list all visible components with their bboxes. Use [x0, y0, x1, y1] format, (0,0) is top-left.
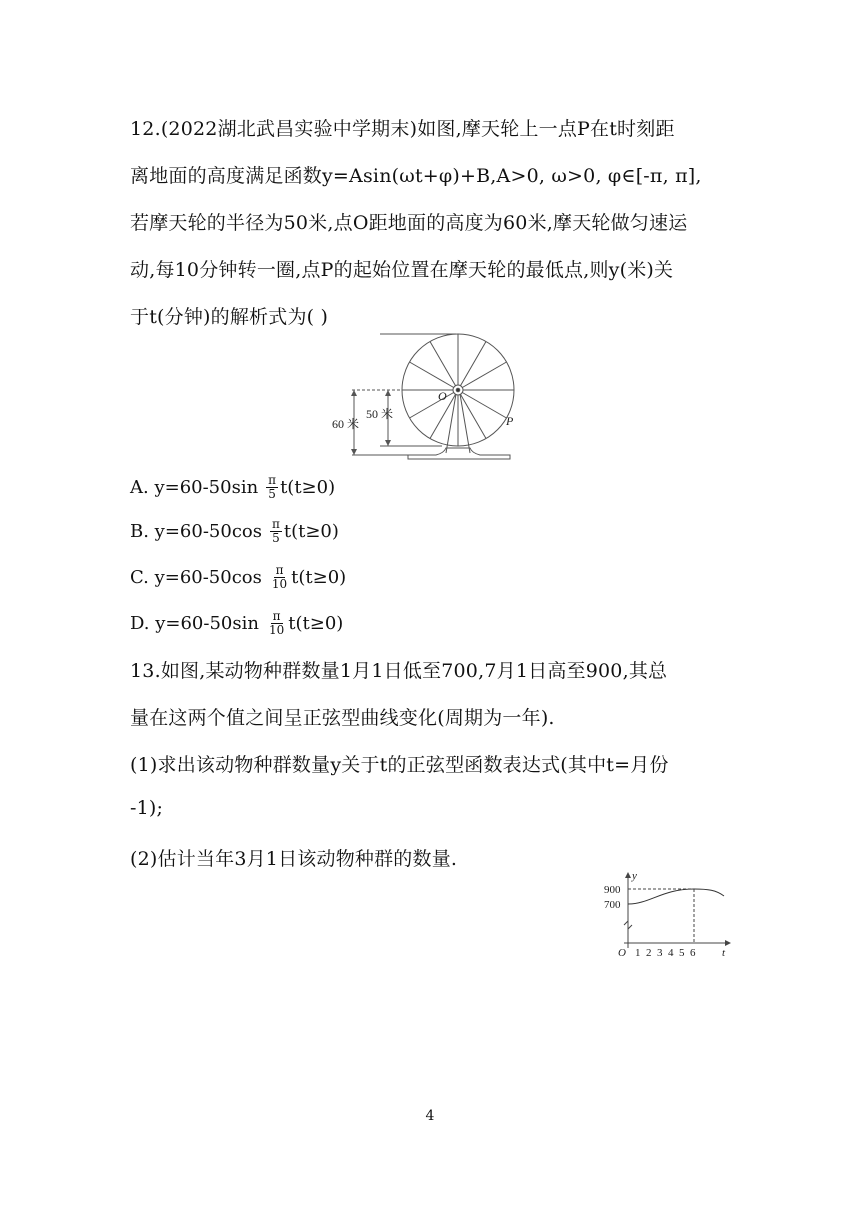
x-tick-5: 5 [679, 947, 685, 959]
q13-line-5: (2)估计当年3月1日该动物种群的数量. [130, 848, 458, 870]
radius-label: 50 米 [366, 407, 394, 421]
option-c-num: π [275, 563, 284, 577]
q12-line-2: 离地面的高度满足函数y=Asin(ωt+φ)+B,A>0, ω>0, φ∈[-π, π], [130, 165, 702, 187]
option-a-num: π [268, 473, 277, 487]
y-tick-700: 700 [604, 899, 621, 911]
option-c[interactable] [130, 564, 346, 591]
y-axis-label: y [632, 870, 637, 882]
option-d-fraction [267, 610, 286, 637]
option-d-prefix: D. y=60-50sin [130, 613, 259, 634]
x-tick-4: 4 [668, 947, 674, 959]
page-number: 4 [425, 1108, 435, 1124]
y-tick-900: 900 [604, 884, 621, 896]
population-graph [598, 870, 738, 960]
option-d[interactable] [130, 610, 343, 637]
option-d-num: π [272, 609, 281, 623]
wheel-spoke [462, 393, 506, 419]
x-tick-6: 6 [690, 947, 696, 959]
q12-line-3: 若摩天轮的半径为50米,点O距地面的高度为60米,摩天轮做匀速运 [130, 212, 688, 234]
option-b-den: 5 [272, 531, 280, 545]
option-c-suffix: t(t≥0) [291, 567, 347, 588]
wheel-spoke [461, 342, 487, 386]
center-label: O [438, 389, 447, 403]
point-label: P [506, 414, 514, 428]
option-c-den: 10 [271, 577, 288, 591]
option-b[interactable] [130, 518, 339, 545]
option-d-suffix: t(t≥0) [288, 613, 344, 634]
q12-line-4: 动,每10分钟转一圈,点P的起始位置在摩天轮的最低点,则y(米)关 [130, 259, 674, 281]
wheel-spoke [430, 342, 456, 386]
option-a-den: 5 [268, 487, 276, 501]
height-label: 60 米 [332, 417, 360, 431]
option-b-fraction [270, 518, 282, 545]
q13-line-1: 13.如图,某动物种群数量1月1日低至700,7月1日高至900,其总 [130, 660, 668, 682]
option-b-suffix: t(t≥0) [283, 521, 339, 542]
option-c-prefix: C. y=60-50cos [130, 567, 262, 588]
q13-line-2: 量在这两个值之间呈正弦型曲线变化(周期为一年). [130, 707, 555, 729]
q13-line-4: -1); [130, 797, 164, 819]
q12-line-5: 于t(分钟)的解析式为( ) [130, 306, 329, 328]
x-axis-label: t [722, 947, 726, 959]
x-tick-1: 1 [635, 947, 641, 959]
option-d-den: 10 [268, 623, 285, 637]
ferris-wheel-figure [330, 328, 530, 463]
option-a[interactable] [130, 474, 335, 501]
wheel-spoke [462, 362, 506, 388]
wheel-spoke [410, 393, 454, 419]
option-a-prefix: A. y=60-50sin [130, 477, 259, 498]
x-tick-3: 3 [657, 947, 663, 959]
option-c-fraction [270, 564, 289, 591]
x-tick-2: 2 [646, 947, 652, 959]
q13-line-3: (1)求出该动物种群数量y关于t的正弦型函数表达式(其中t=月份 [130, 754, 669, 776]
option-b-num: π [271, 517, 280, 531]
option-a-suffix: t(t≥0) [280, 477, 336, 498]
option-a-fraction [266, 474, 278, 501]
option-b-prefix: B. y=60-50cos [130, 521, 262, 542]
origin-label: O [618, 947, 626, 959]
wheel-spoke [461, 394, 487, 438]
q12-line-1: 12.(2022湖北武昌实验中学期末)如图,摩天轮上一点P在t时刻距 [130, 118, 675, 140]
wheel-spoke [410, 362, 454, 388]
